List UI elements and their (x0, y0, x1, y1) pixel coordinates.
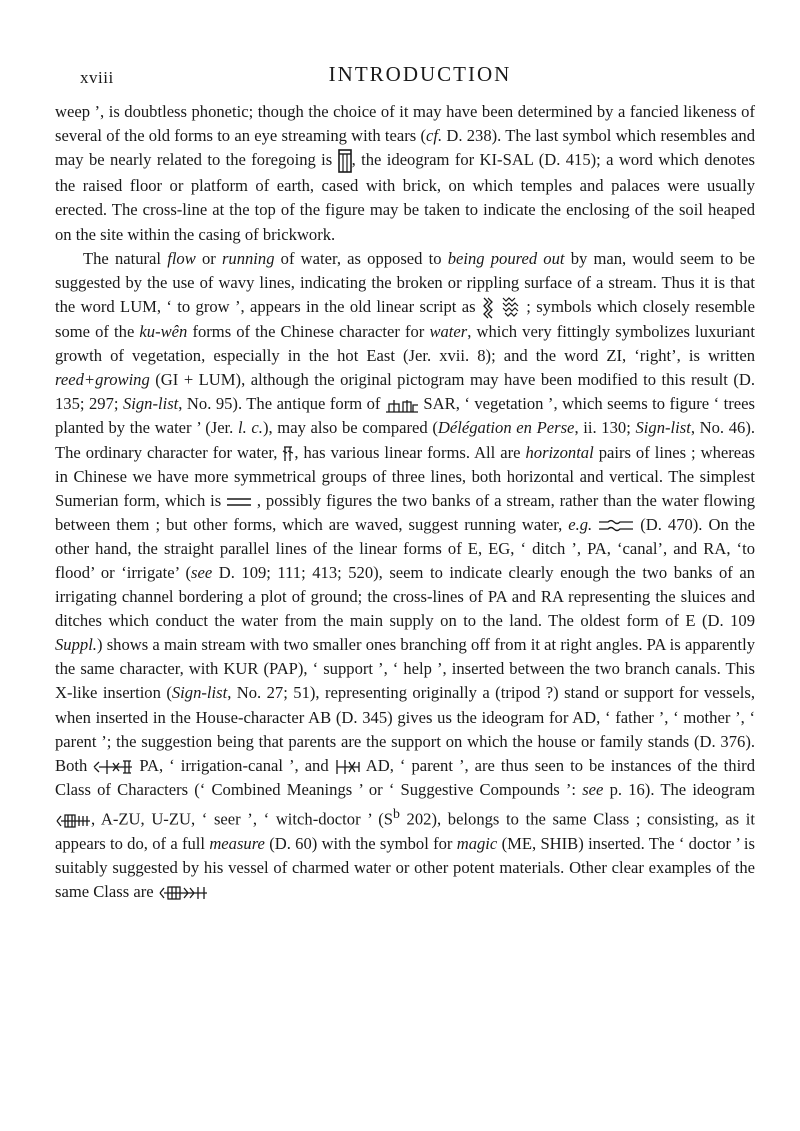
italic-run: l. c. (238, 418, 263, 438)
wavy-lines-icon (598, 519, 634, 533)
text-run: pairs of lines ; whereas in Chinese we have more symmetrical groups of three lines, both horizontal and vertical. The simplest Sumerian form, which is (55, 442, 755, 510)
italic-run: e.g. (568, 514, 593, 534)
paragraph-1 (55, 100, 755, 247)
text-run: or (195, 248, 222, 268)
italic-run: being poured out (447, 248, 565, 268)
text-run: , A-ZU, U-ZU, ‘ seer ’, ‘ witch-doctor ’ (S (91, 809, 393, 829)
italic-run: water (429, 322, 468, 342)
text-run: D. 109; 111; 413; 520), seem to indicate clearly enough the two banks of an irrigating channel bordering a plot of ground; the cross-lines of PA and RA representing the sluices and ditches which conduct the water from the main supply on to the land. The oldest form of E (D. 109 (55, 562, 755, 631)
paragraph-2 (55, 247, 755, 904)
body-text (55, 100, 755, 1110)
text-run: (D. 60) with the symbol for (264, 833, 457, 853)
sar-sign-icon (385, 397, 419, 415)
text-run: of water, as opposed to (274, 248, 448, 268)
italic-run: Sign-list (635, 418, 691, 438)
water-sign-icon (282, 445, 294, 463)
text-run: (D. 470). On the other hand, the straight parallel lines of the linear forms of E, EG, ‘ ditch ’, PA, ‘canal’, and RA, ‘to flood’ or ‘irrigate’ ( (55, 514, 756, 582)
text-run: ; symbols which closely resemble some of the (55, 296, 755, 342)
text-run: ) shows a main stream with two smaller ones branching off from it at right angles. PA is apparently the same character, with KUR (PAP), ‘ support ’, ‘ help ’, inserted between the two branch canals. This X-like insertion ( (55, 635, 755, 703)
text-run: PA, ‘ irrigation-canal ’, and (133, 755, 335, 775)
text-run: D. 238). The last symbol which resembles and may be nearly related to the foregoing is (55, 126, 755, 170)
text-run: , ii. 130; (574, 418, 636, 438)
text-run: (ME, SHIB) inserted. The ‘ doctor ’ is suitably suggested by his vessel of charmed water or other potent materials. Other clear examples of the same Class are (55, 833, 755, 901)
text-run: , No. 27; 51), representing originally a (tripod ?) stand or support for vessels, when inserted in the House-character AB (D. 345) gives us the ideogram for AD, ‘ father ’, ‘ mother ’, ‘ parent ’; the suggestion being that parents are the support on which the house or family stands (D. 376). Both (55, 683, 755, 775)
parallel-lines-icon (226, 496, 252, 508)
italic-run: measure (209, 833, 265, 853)
text-run: by man, would seem to be suggested by the use of wavy lines, indicating the broken or rippling surface of a stream. Thus it is that the word LUM, ‘ to grow ’, appears in the old linear script as (55, 248, 755, 316)
text-run: weep ’, is doubtless phonetic; though the choice of it may have been determined by a fancied likeness of several of the old forms to an eye streaming with tears ( (55, 102, 755, 146)
text-run: ), may also be compared ( (262, 418, 438, 438)
text-run: AD, ‘ parent ’, are thus seen to be instances of the third Class of Characters (‘ Combined Meanings ’ or ‘ Suggestive Compounds ’: (55, 755, 756, 799)
italic-run: ku-wên (139, 322, 188, 342)
text-run: p. 16). The ideogram (603, 779, 755, 799)
running-head: INTRODUCTION (328, 62, 512, 86)
italic-run: see (191, 562, 213, 582)
text-run: , No. 95). The antique form of (178, 394, 385, 414)
italic-run: Délégation en Perse (437, 418, 575, 438)
italic-run: horizontal (525, 442, 594, 462)
italic-run: cf. (426, 126, 443, 146)
text-run: (GI + LUM), although the original pictogram may have been modified to this result (D. 135; 297; (55, 370, 755, 414)
italic-run: Sign-list (171, 683, 228, 703)
class-example-sign-icon (158, 884, 208, 902)
pa-sign-icon (93, 758, 133, 776)
italic-run: see (582, 779, 604, 799)
text-run: , possibly figures the two banks of a stream, rather than the water flowing between them ; but other forms, which are waved, suggest running water, (55, 490, 755, 534)
superscript: b (392, 805, 400, 821)
text-run: 202), belongs to the same Class ; consisting, as it appears to do, of a full (55, 809, 755, 853)
italic-run: Suppl. (55, 635, 97, 655)
text-run: , the ideogram for KI-SAL (D. 415); a word which denotes the raised floor or platform of earth, cased with brick, on which temples and palaces were usually erected. The cross-line at the top of the figure may be taken to indicate the enclosing of the soil heaped on the site within the casing of brickwork. (55, 150, 755, 244)
page-header (80, 62, 760, 92)
text-run: , has various linear forms. All are (294, 442, 526, 462)
italic-run: Sign-list (122, 394, 179, 414)
azu-sign-icon (55, 812, 91, 830)
italic-run: running (221, 248, 275, 268)
lum-linear-icon (481, 296, 521, 320)
italic-run: reed+growing (55, 370, 150, 390)
text-run: SAR, ‘ vegetation ’, which seems to figure ‘ trees planted by the water ’ (Jer. (55, 394, 755, 438)
ad-sign-icon (335, 758, 361, 776)
text-run: The natural (83, 248, 168, 268)
italic-run: magic (456, 833, 498, 853)
text-run: , which very fittingly symbolizes luxuriant growth of vegetation, especially in the hot East (Jer. xvii. 8); and the word ZI, ‘right’, is written (55, 322, 755, 366)
text-run: forms of the Chinese character for (187, 322, 430, 342)
ki-sal-ideogram-icon (338, 148, 352, 174)
italic-run: flow (167, 248, 196, 268)
page-number: xviii (80, 68, 114, 87)
text-run: , No. 46). The ordinary character for water, (55, 418, 756, 462)
